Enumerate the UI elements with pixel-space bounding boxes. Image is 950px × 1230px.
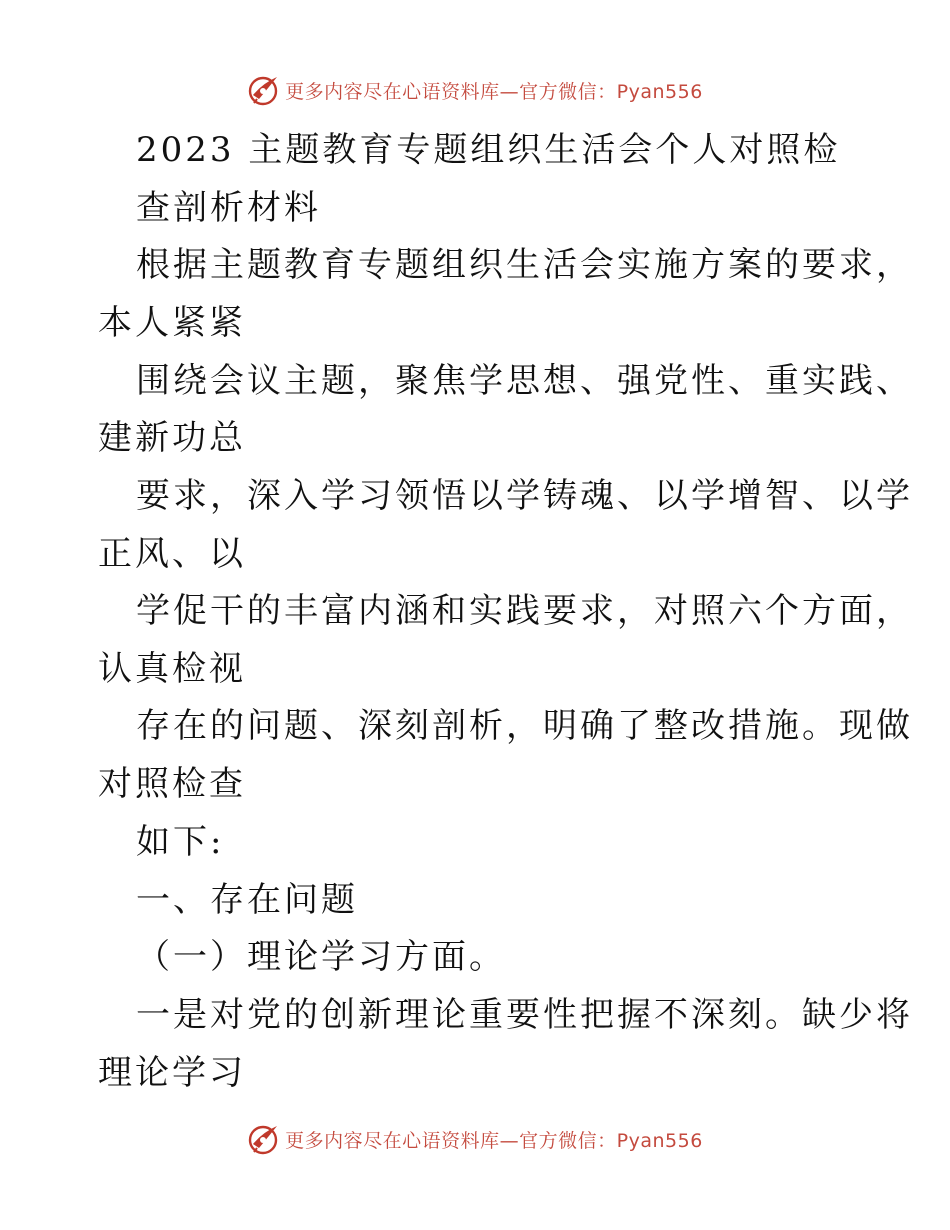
pen-logo-icon [247,1122,281,1156]
paragraph-line: 要求，深入学习领悟以学铸魂、以学增智、以学 [136,476,913,516]
paragraph-line: 一是对党的创新理论重要性把握不深刻。缺少将 [136,995,913,1035]
paragraph-line: 存在的问题、深刻剖析，明确了整改措施。现做 [136,706,913,746]
paragraph-line: 学促干的丰富内涵和实践要求，对照六个方面， [136,591,913,631]
paragraph-line: 如下: [136,822,225,862]
subsection-heading: （一）理论学习方面。 [136,937,506,977]
paragraph-line: 围绕会议主题，聚焦学思想、强党性、重实践、 [136,361,913,401]
paragraph-line: 对照检查 [98,764,246,804]
paragraph-line: 理论学习 [98,1053,246,1093]
header-watermark [0,70,950,110]
paragraph-line: 建新功总 [98,418,246,458]
watermark-text: 更多内容尽在心语资料库—官方微信：Pyan556 [285,80,703,103]
footer-watermark [0,1119,950,1159]
title-line-1: 2023 主题教育专题组织生活会个人对照检 [136,130,841,170]
title-line-2: 查剖析材料 [136,188,321,228]
paragraph-line: 认真检视 [98,649,246,689]
section-heading: 一、存在问题 [136,880,358,920]
paragraph-line: 正风、以 [98,534,246,574]
paragraph-line: 本人紧紧 [98,303,246,343]
watermark-text: 更多内容尽在心语资料库—官方微信：Pyan556 [285,1129,703,1152]
paragraph-line: 根据主题教育专题组织生活会实施方案的要求， [136,245,913,285]
pen-logo-icon [247,73,281,107]
